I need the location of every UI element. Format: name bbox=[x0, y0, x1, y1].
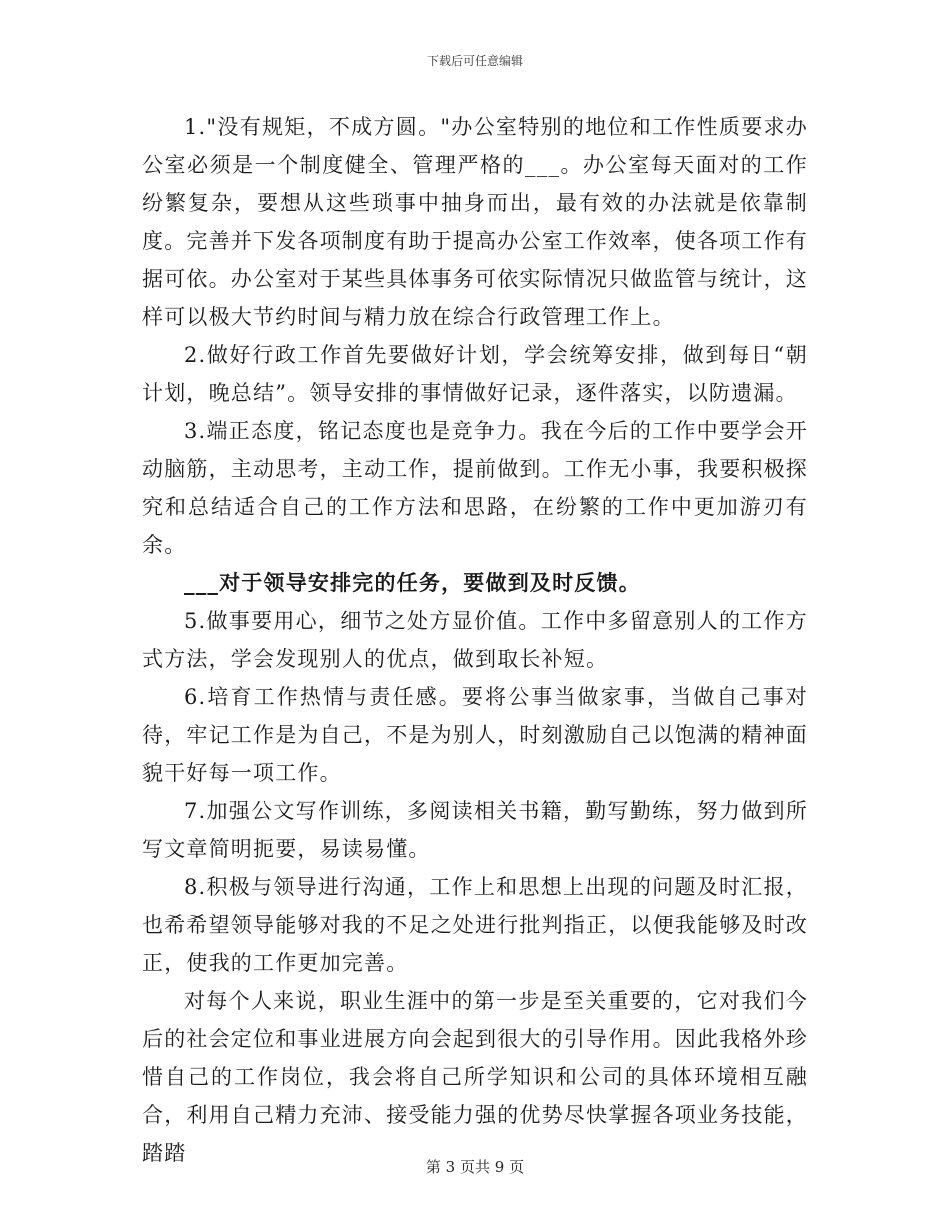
paragraph-item-4-bold: ___对于领导安排完的任务，要做到及时反馈。 bbox=[184, 570, 641, 595]
page-number-footer: 第 3 页共 9 页 bbox=[425, 1158, 525, 1176]
page-header: 下载后可任意编辑 bbox=[426, 54, 523, 68]
paragraph-item-7: 7.加强公文写作训练，多阅读相关书籍，勤写勤练，努力做到所写文章简明扼要，易读易懂。 bbox=[142, 799, 808, 861]
paragraph-item-3: 3.端正态度，铭记态度也是竞争力。我在今后的工作中要学会开动脑筋，主动思考，主动工作，提前做到。工作无小事，我要积极探究和总结适合自己的工作方法和思路，在纷繁的工作中更加游刃有余。 bbox=[142, 419, 808, 557]
paragraph-item-5: 5.做事要用心，细节之处方显价值。工作中多留意别人的工作方式方法，学会发现别人的优点，做到取长补短。 bbox=[142, 609, 808, 671]
paragraph-closing: 对每个人来说，职业生涯中的第一步是至关重要的，它对我们今后的社会定位和事业进展方向会起到很大的引导作用。因此我格外珍惜自己的工作岗位，我会将自己所学知识和公司的具体环境相互融合，利用自己精力充沛、接受能力强的优势尽快掌握各项业务技能，踏踏 bbox=[142, 989, 808, 1165]
document-body bbox=[142, 108, 808, 1172]
paragraph-item-2: 2.做好行政工作首先要做好计划，学会统筹安排，做到每日“朝计划，晚总结”。领导安排的事情做好记录，逐件落实，以防遗漏。 bbox=[142, 343, 808, 405]
paragraph-item-6: 6.培育工作热情与责任感。要将公事当做家事，当做自己事对待，牢记工作是为自己，不是为别人，时刻激励自己以饱满的精神面貌干好每一项工作。 bbox=[142, 685, 808, 785]
paragraph-item-8: 8.积极与领导进行沟通，工作上和思想上出现的问题及时汇报，也希希望领导能够对我的不足之处进行批判指正，以便我能够及时改正，使我的工作更加完善。 bbox=[142, 875, 808, 975]
paragraph-item-1: 1."没有规矩，不成方圆。"办公室特别的地位和工作性质要求办公室必须是一个制度健全、管理严格的___。办公室每天面对的工作纷繁复杂，要想从这些琐事中抽身而出，最有效的办法就是依靠制度。完善并下发各项制度有助于提高办公室工作效率，使各项工作有据可依。办公室对于某些具体事务可依实际情况只做监管与统计，这样可以极大节约时间与精力放在综合行政管理工作上。 bbox=[142, 115, 808, 329]
